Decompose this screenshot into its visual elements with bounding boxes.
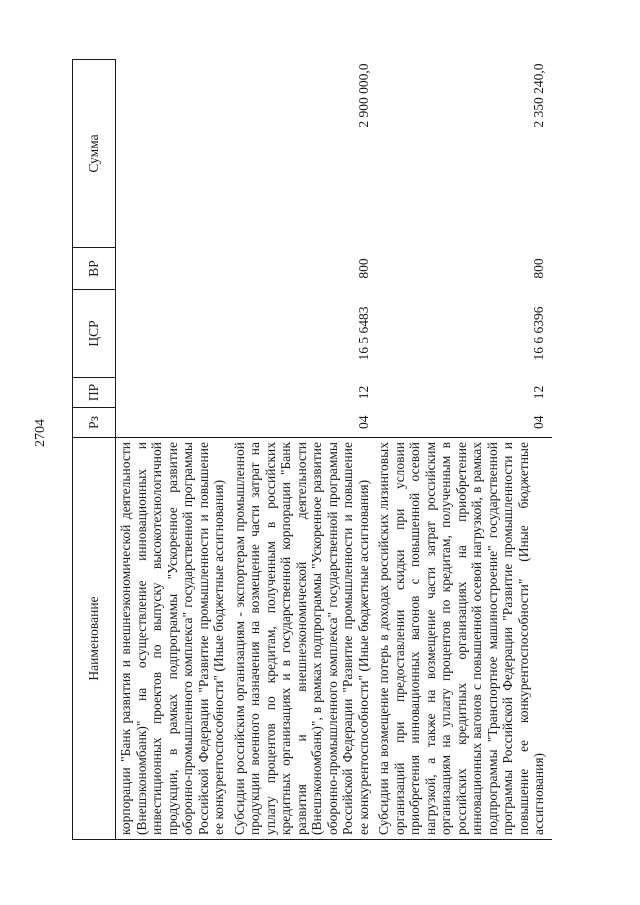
row-name: корпорации "Банк развития и внешнеэкономической деятельности (Внешэкономбанк)" на осуществление инновационных и инвестиционных проектов по выпуску высокотехнологичной продукции, в рамках подпрограммы "Ускоренное развитие оборонно-промышленного комплекса" государственной программы Российской Федерации "Развитие промышленности и повышение ее конкурентоспособности" (Иные бюджетные ассигнования) <box>116 438 232 840</box>
row-rz: 04 <box>355 415 371 429</box>
row-csr: 16 5 6483 <box>355 306 371 361</box>
table-row <box>116 60 232 840</box>
row-csr <box>116 290 232 378</box>
header-sum: Сумма <box>73 60 116 248</box>
table-row <box>376 60 552 840</box>
header-rz: Рз <box>73 408 116 438</box>
row-rz: 04 <box>531 415 546 429</box>
page-number: 2704 <box>33 419 48 447</box>
row-csr: 16 6 6396 <box>531 306 546 361</box>
row-rz <box>116 408 232 438</box>
row-pr <box>116 378 232 408</box>
budget-table <box>72 59 552 840</box>
rotated-page <box>72 60 592 840</box>
row-name: Субсидии российским организациям - экспортерам промышленной продукции военного назначения на возмещение части затрат на уплату процентов по кредитам, полученным в российских кредитных организациях и в государственной корпорации "Банк развития и внешнеэкономической деятельности (Внешэкономбанк)", в рамках подпрограммы "Ускоренное развитие оборонно-промышленного комплекса" государственной программы Российской Федерации "Развитие промышленности и повышение ее конкурентоспособности" (Иные бюджетные ассигнования) <box>232 438 377 840</box>
row-sum <box>116 60 232 248</box>
row-vr: 800 <box>531 258 546 279</box>
row-vr <box>116 248 232 290</box>
row-pr: 12 <box>531 385 546 400</box>
row-sum: 2 350 240,0 <box>531 63 546 128</box>
header-row <box>73 60 116 840</box>
row-name: Субсидии на возмещение потерь в доходах российских лизинговых организаций при предоставлении скидки при условии приобретения инновационных вагонов с повышенной осевой нагрузкой, а также на возмещение части затрат российским организациям на уплату процентов по кредитам, полученным в российских кредитных организациях на приобретение инновационных вагонов с повышенной осевой нагрузкой, в рамках подпрограммы "Транспортное машиностроение" государственной программы Российской Федерации "Развитие промышленности и повышение ее конкурентоспособности" (Иные бюджетные ассигнования) <box>376 438 552 840</box>
table-row <box>232 60 377 840</box>
header-name: Наименование <box>73 438 116 840</box>
header-vr: ВР <box>73 248 116 290</box>
header-csr: ЦСР <box>73 290 116 378</box>
row-pr: 12 <box>355 385 371 400</box>
header-pr: ПР <box>73 378 116 408</box>
row-vr: 800 <box>355 258 371 279</box>
row-sum: 2 900 000,0 <box>355 63 371 128</box>
